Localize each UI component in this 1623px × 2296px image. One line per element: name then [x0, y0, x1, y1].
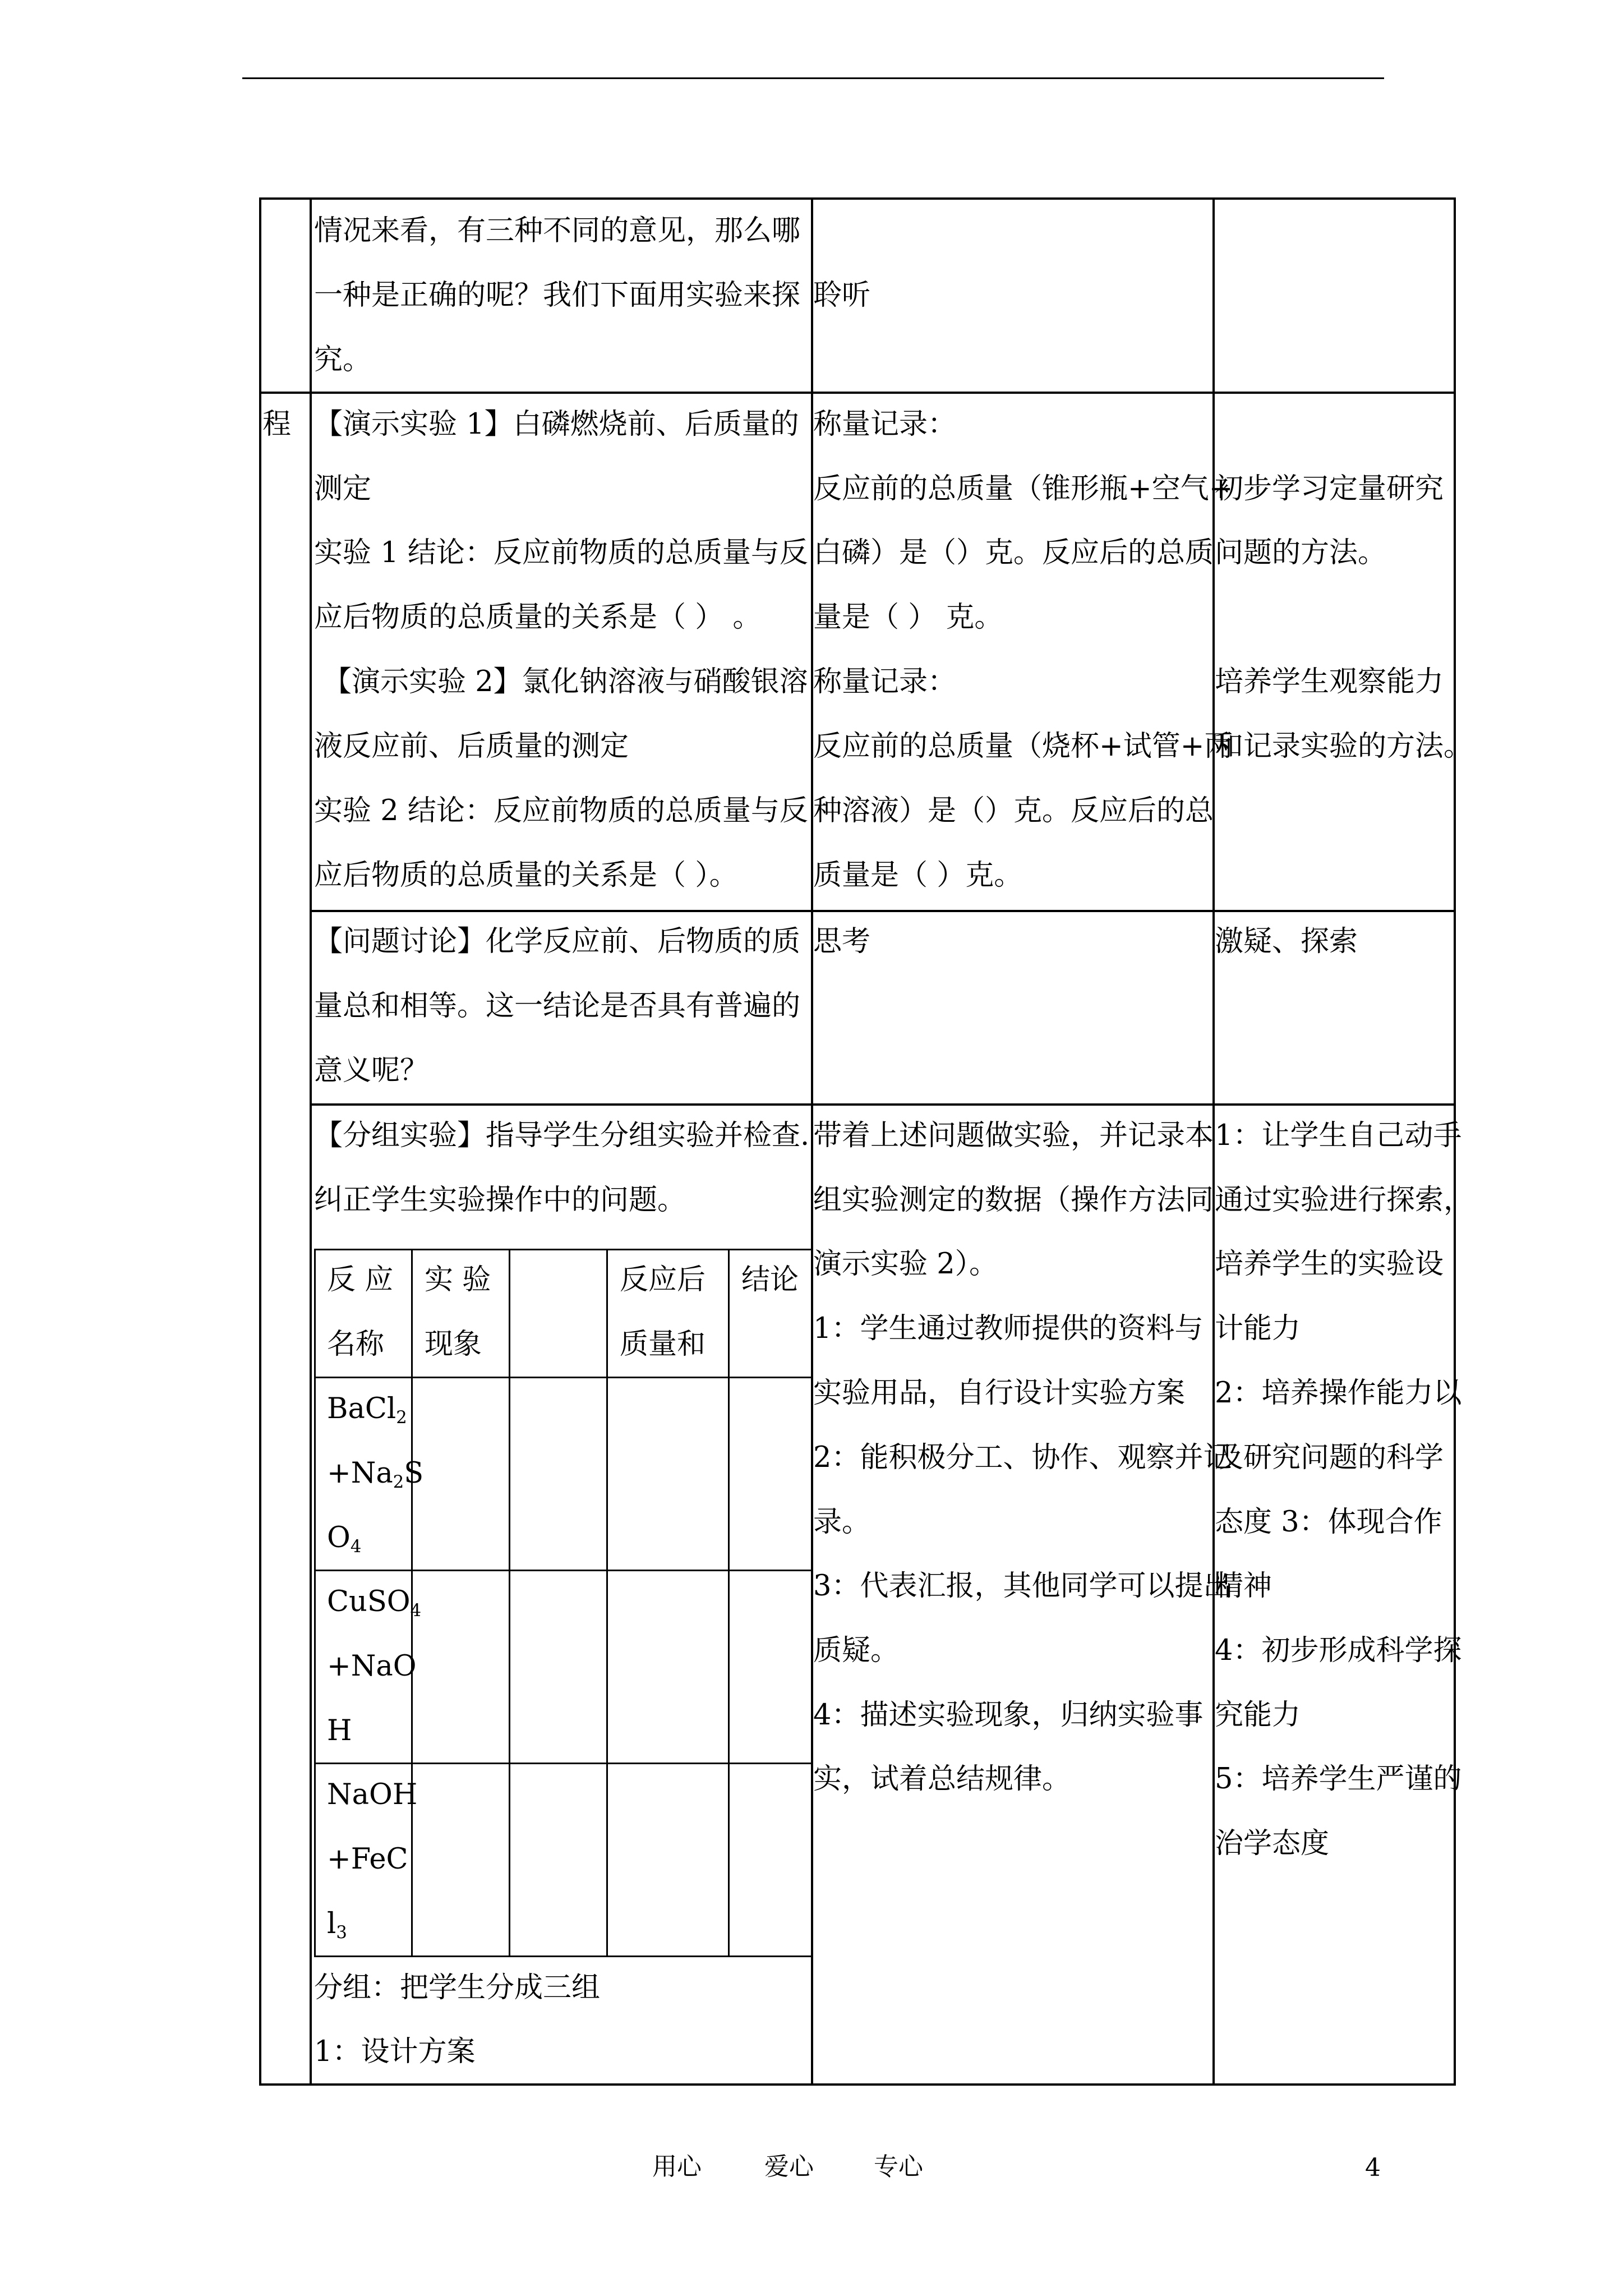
text-line: 称量记录： — [813, 408, 957, 441]
text-line: 白磷）是（）克。反应后的总质 — [813, 536, 1214, 569]
text-line: 实验 1 结论：反应前物质的总质量与反 — [314, 536, 808, 569]
reaction-2-line: +NaO — [327, 1650, 417, 1683]
header-phenomenon: 实 验 — [425, 1263, 491, 1296]
text-line: 通过实验进行探索， — [1215, 1184, 1473, 1217]
text-line: 量是（ ） 克。 — [813, 601, 1003, 634]
header-mass-after: 反应后 — [620, 1263, 706, 1296]
inner-col-line — [509, 1249, 510, 1957]
text-line: 【演示实验 1】白磷燃烧前、后质量的 — [314, 408, 799, 441]
inner-col-line — [728, 1249, 730, 1957]
formula-part: l — [327, 1907, 336, 1940]
inner-row-line — [314, 1763, 811, 1764]
text-line: 5：培养学生严谨的 — [1215, 1763, 1462, 1796]
text-line: 4：描述实验现象，归纳实验事 — [813, 1699, 1204, 1732]
text-line: 演示实验 2）。 — [813, 1248, 998, 1281]
formula-part: CuSO — [327, 1585, 411, 1618]
text-line: 4：初步形成科学探 — [1215, 1634, 1462, 1667]
reaction-3-line — [327, 1907, 347, 1941]
formula-part: O — [327, 1521, 351, 1554]
text-line: 实，试着总结规律。 — [813, 1763, 1071, 1796]
text-line: 反应前的总质量（锥形瓶+空气+ — [813, 472, 1233, 505]
header-phenomenon: 现象 — [425, 1328, 482, 1361]
subscript: 3 — [336, 1923, 347, 1943]
text-line: 【演示实验 2】氯化钠溶液与硝酸银溶 — [323, 665, 808, 698]
text-line: 态度 3：体现合作 — [1215, 1506, 1442, 1539]
text-line: 质量是（ ）克。 — [813, 859, 1023, 892]
footer-word: 专心 — [874, 2152, 923, 2181]
text-line: 【问题讨论】化学反应前、后物质的质 — [314, 925, 801, 958]
stage-label: 程 — [262, 408, 292, 441]
row-1-student-text: 聆听 — [813, 279, 871, 312]
header-reaction-name: 反 应 — [327, 1263, 394, 1296]
subscript: 2 — [396, 1408, 407, 1428]
inner-row-line — [314, 1249, 811, 1250]
table-row-line-3 — [310, 1103, 1456, 1106]
table-row-line-2 — [310, 910, 1456, 912]
reaction-1-line — [327, 1392, 407, 1426]
text-line: 一种是正确的呢？我们下面用实验来探 — [314, 279, 801, 312]
reaction-1-line — [327, 1457, 424, 1493]
footer-word: 爱心 — [764, 2152, 814, 2181]
inner-row-line — [314, 1955, 811, 1957]
text-line: 初步学习定量研究 — [1215, 472, 1444, 505]
text-line: 和记录实验的方法。 — [1215, 730, 1473, 763]
table-border-top — [259, 197, 1456, 200]
inner-col-line — [314, 1249, 316, 1957]
header-rule — [242, 77, 1384, 79]
text-line: 液反应前、后质量的测定 — [314, 730, 629, 763]
text-line: 组实验测定的数据（操作方法同 — [813, 1184, 1214, 1217]
text-line: 培养学生的实验设 — [1215, 1248, 1444, 1281]
reaction-2-line: H — [327, 1714, 352, 1747]
reaction-1-line — [327, 1521, 361, 1555]
inner-row-line — [314, 1570, 811, 1571]
footer-word: 用心 — [652, 2152, 702, 2181]
header-reaction-name: 名称 — [327, 1328, 385, 1361]
text-line: 分组：把学生分成三组 — [314, 1971, 601, 2004]
table-border-left — [259, 197, 261, 2086]
reaction-3-line: +FeC — [327, 1843, 408, 1876]
text-line: 测定 — [314, 472, 372, 505]
text-line: 精神 — [1215, 1570, 1272, 1603]
table-border-bottom — [259, 2083, 1456, 2086]
text-line: 计能力 — [1215, 1312, 1301, 1345]
inner-col-line — [606, 1249, 608, 1957]
text-line: 带着上述问题做实验，并记录本 — [813, 1119, 1214, 1152]
inner-row-line — [314, 1377, 811, 1378]
text-line: 称量记录： — [813, 665, 957, 698]
subscript: 2 — [393, 1473, 404, 1493]
text-line: 培养学生观察能力 — [1215, 665, 1444, 698]
text-line: 3：代表汇报，其他同学可以提出 — [813, 1570, 1232, 1603]
text-line: 究。 — [314, 343, 372, 376]
text-line: 应后物质的总质量的关系是（ ）。 — [314, 859, 738, 892]
text-line: 纠正学生实验操作中的问题。 — [314, 1184, 686, 1217]
page-number: 4 — [1365, 2154, 1381, 2182]
text-line: 治学态度 — [1215, 1827, 1330, 1860]
text-line: 【分组实验】指导学生分组实验并检查. — [314, 1119, 810, 1152]
text-line: 实验用品，自行设计实验方案 — [813, 1377, 1186, 1410]
text-line: 量总和相等。这一结论是否具有普遍的 — [314, 990, 801, 1023]
text-line: 意义呢？ — [314, 1054, 429, 1087]
text-line: 1：设计方案 — [314, 2035, 476, 2068]
row-3-student-text: 思考 — [813, 925, 871, 958]
text-line: 种溶液）是（）克。反应后的总 — [813, 794, 1214, 827]
formula-part: +Na — [327, 1457, 393, 1490]
text-line: 2：培养操作能力以 — [1215, 1377, 1462, 1410]
reaction-3-line: NaOH — [327, 1778, 418, 1811]
row-3-purpose-text: 激疑、探索 — [1215, 925, 1358, 958]
text-line: 情况来看，有三种不同的意见，那么哪 — [314, 214, 801, 247]
text-line: 及研究问题的科学 — [1215, 1441, 1444, 1474]
text-line: 1：学生通过教师提供的资料与 — [813, 1312, 1204, 1345]
reaction-2-line — [327, 1585, 421, 1619]
subscript: 4 — [410, 1601, 422, 1621]
subscript: 4 — [350, 1537, 362, 1557]
table-col-line-1 — [310, 197, 312, 2086]
header-conclusion: 结论 — [741, 1263, 799, 1296]
text-line: 反应前的总质量（烧杯+试管+两 — [813, 730, 1233, 763]
formula-part: S — [404, 1457, 424, 1490]
text-line: 1：让学生自己动手 — [1215, 1119, 1462, 1152]
text-line: 2：能积极分工、协作、观察并记 — [813, 1441, 1232, 1474]
text-line: 实验 2 结论：反应前物质的总质量与反 — [314, 794, 808, 827]
header-mass-after: 质量和 — [620, 1328, 706, 1361]
table-row-line-1 — [259, 392, 1456, 394]
text-line: 问题的方法。 — [1215, 536, 1387, 569]
formula-part: BaCl — [327, 1392, 396, 1425]
text-line: 录。 — [813, 1506, 871, 1539]
text-line: 质疑。 — [813, 1634, 900, 1667]
text-line: 应后物质的总质量的关系是（ ） 。 — [314, 601, 762, 634]
text-line: 究能力 — [1215, 1699, 1301, 1732]
